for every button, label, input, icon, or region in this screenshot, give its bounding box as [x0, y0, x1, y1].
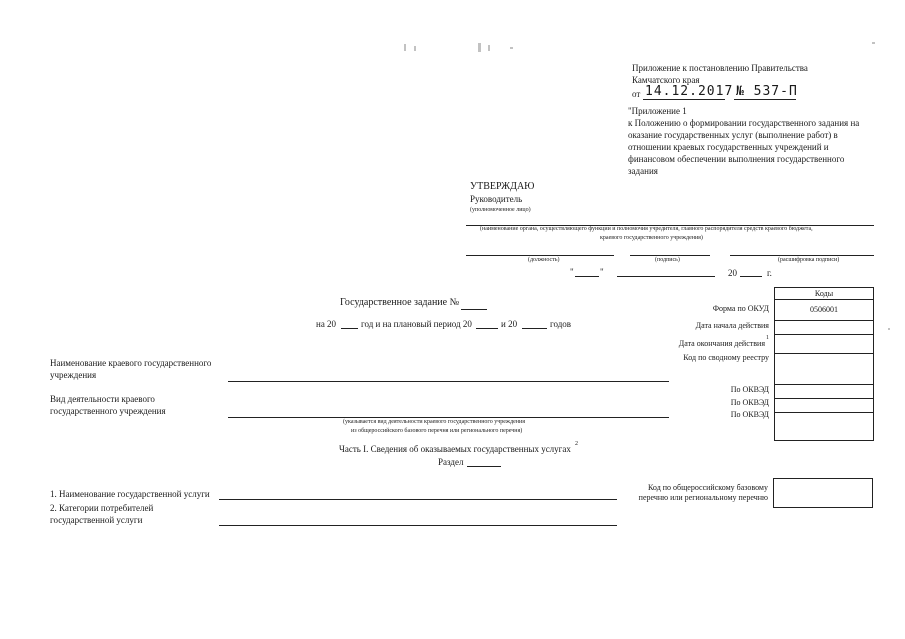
label-start-date: Дата начала действия: [695, 321, 769, 330]
okved-cell-2[interactable]: [775, 399, 873, 413]
registry-code-cell[interactable]: [775, 354, 873, 385]
appendix-title: "Приложение 1: [628, 106, 687, 116]
org-note-2: краевого государственного учреждения): [600, 235, 703, 241]
date-quote-open: ": [570, 267, 574, 277]
service-consumers-line: [219, 525, 617, 526]
appendix-line-1: к Положению о формировании государственного задания на: [628, 118, 860, 128]
header-line-1: Приложение к постановлению Правительства: [632, 63, 808, 73]
appendix-line-2: оказание государственных услуг (выполнение работ) в: [628, 130, 838, 140]
period-text-2: год и на плановый период 20: [361, 319, 472, 329]
task-number-line: [461, 309, 487, 310]
service-name-line: [219, 499, 617, 500]
appendix-line-5: задания: [628, 166, 658, 176]
okved-cell-3[interactable]: [775, 413, 873, 438]
start-date-cell[interactable]: [775, 321, 873, 335]
year-suffix: г.: [767, 268, 772, 278]
position-note: (должность): [528, 257, 560, 263]
part-title: Часть I. Сведения об оказываемых государственных услугах: [339, 444, 571, 454]
approval-head: Руководитель: [470, 194, 523, 204]
base-list-code-label-1: Код по общероссийскому базовому: [647, 483, 768, 492]
end-date-cell[interactable]: [775, 335, 873, 354]
approval-authorized-note: (уполномоченное лицо): [470, 207, 531, 213]
base-list-code-box[interactable]: [773, 478, 873, 508]
activity-label-2: государственного учреждения: [50, 406, 166, 416]
date-underline: [643, 99, 725, 100]
year-line: [740, 276, 762, 277]
org-note-1: (наименование органа, осуществляющего функции и полномочия учредителя, главного распорядителя средств краевого бюджета,: [480, 226, 813, 232]
base-list-code-label-2: перечню или региональному перечню: [638, 493, 768, 502]
approval-title: УТВЕРЖДАЮ: [470, 181, 535, 192]
codes-header: Коды: [775, 288, 873, 300]
section-line: [467, 466, 501, 467]
label-okved-1: По ОКВЭД: [730, 385, 769, 394]
institution-name-label-1: Наименование краевого государственного: [50, 358, 212, 368]
header-date: 14.12.2017: [645, 84, 734, 99]
header-number: № 537-П: [736, 84, 798, 99]
end-date-footnote: 1: [766, 335, 769, 341]
number-underline: [734, 99, 796, 100]
period-text-4: годов: [550, 319, 572, 329]
task-title: Государственное задание №: [340, 297, 460, 308]
activity-line: [228, 417, 669, 418]
appendix-line-3: отношении краевых государственных учреждений и: [628, 142, 829, 152]
period-text-1: на 20: [316, 319, 337, 329]
month-line: [617, 276, 715, 277]
period-line-1: [341, 328, 358, 329]
scan-mark: [414, 46, 416, 51]
scan-mark: [404, 44, 406, 51]
service-item-2-line-2: государственной услуги: [50, 515, 143, 525]
header-line-2: Камчатского края: [632, 75, 700, 85]
period-line-2: [476, 328, 498, 329]
okved-cell-1[interactable]: [775, 385, 873, 399]
activity-note-1: (указывается вид деятельности краевого государственного учреждения: [343, 419, 525, 425]
service-item-2-line-1: 2. Категории потребителей: [50, 503, 154, 513]
institution-name-label-2: учреждения: [50, 370, 97, 380]
period-line-3: [522, 328, 547, 329]
decode-note: (расшифровка подписи): [778, 257, 840, 263]
period-text-3: и 20: [501, 319, 518, 329]
scan-mark: [488, 45, 490, 51]
institution-name-line: [228, 381, 669, 382]
scan-mark: [478, 43, 481, 52]
scan-mark: [888, 328, 890, 330]
label-end-date: Дата окончания действия: [678, 339, 765, 348]
label-okved-2: По ОКВЭД: [730, 398, 769, 407]
header-from-label: от: [632, 89, 641, 99]
year-prefix: 20: [728, 268, 737, 278]
activity-label-1: Вид деятельности краевого: [50, 394, 155, 404]
okud-code: 0506001: [775, 300, 873, 321]
appendix-line-4: финансовом обеспечении выполнения государственного: [628, 154, 845, 164]
codes-table: [774, 287, 874, 441]
signature-note: (подпись): [655, 257, 680, 263]
service-item-1: 1. Наименование государственной услуги: [50, 489, 210, 499]
day-line: [575, 276, 599, 277]
date-quote-close: ": [600, 267, 604, 277]
label-okved-3: По ОКВЭД: [730, 410, 769, 419]
scan-mark: [510, 47, 513, 49]
label-registry: Код по сводному реестру: [683, 353, 769, 362]
signature-line: [630, 255, 710, 256]
decode-line: [730, 255, 874, 256]
part-footnote: 2: [575, 441, 578, 447]
scan-mark: [872, 42, 875, 44]
label-okud: Форма по ОКУД: [712, 304, 769, 313]
activity-note-2: из общероссийского базового перечня или регионального перечня): [351, 428, 523, 434]
position-line: [466, 255, 614, 256]
section-label: Раздел: [438, 457, 464, 467]
